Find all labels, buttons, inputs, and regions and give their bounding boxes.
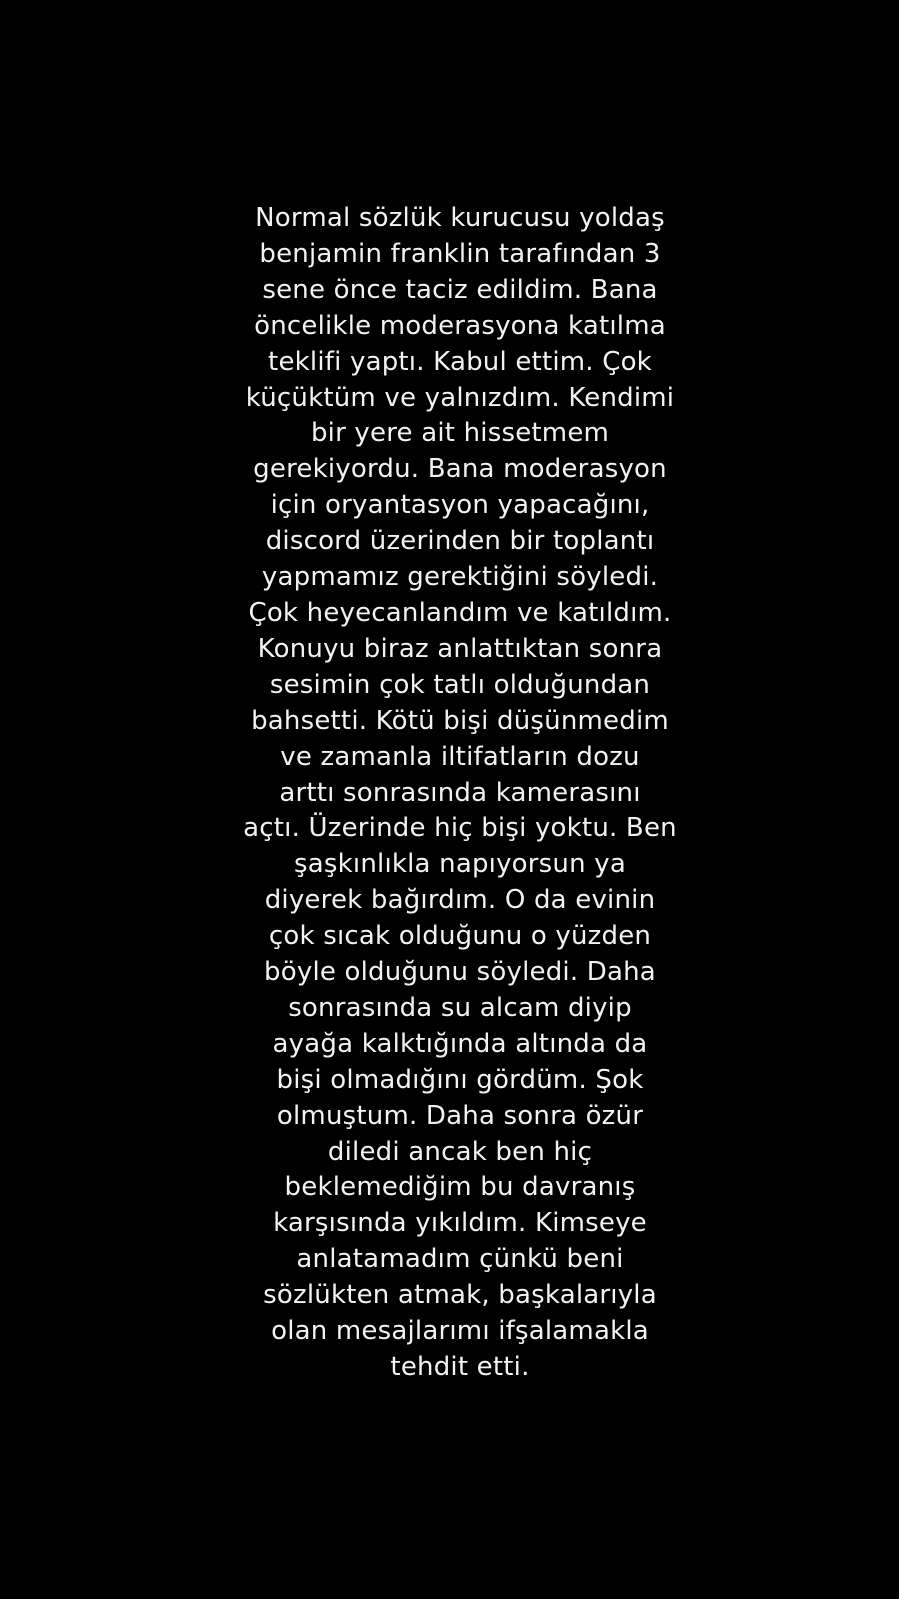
text-line: tehdit etti. [390,1352,530,1382]
text-line: karşısında yıkıldım. Kimseye [273,1208,647,1239]
text-line: küçüktüm ve yalnızdım. Kendimi [245,382,675,413]
text-line: bahsetti. Kötü bişi düşünmedim [251,705,669,736]
text-line: Çok heyecanlandım ve katıldım. [248,597,672,628]
text-line: teklifi yaptı. Kabul ettim. Çok [268,346,652,377]
text-line: diyerek bağırdım. O da evinin [264,885,656,916]
text-line: yapmamız gerektiğini söyledi. [261,562,659,593]
text-line: çok sıcak olduğunu o yüzden [268,921,652,952]
text-line: anlatamadım çünkü beni [296,1244,624,1275]
text-line: arttı sonrasında kamerasını [279,777,641,808]
text-line: öncelikle moderasyona katılma [254,310,666,341]
text-line: sonrasında su alcam diyip [288,992,632,1023]
statement-text [200,201,720,1386]
text-line: olmuştum. Daha sonra özür [276,1100,644,1131]
text-line: discord üzerinden bir toplantı [265,526,655,557]
text-line: benjamin franklin tarafından 3 [259,238,661,269]
text-line: şaşkınlıkla napıyorsun ya [294,849,626,880]
text-line: için oryantasyon yapacağını, [270,490,650,521]
text-line: beklemediğim bu davranış [284,1172,636,1203]
text-line: sözlükten atmak, başkalarıyla [263,1280,657,1311]
text-line: ve zamanla iltifatların dozu [280,741,640,772]
text-line: Konuyu biraz anlattıktan sonra [257,633,663,664]
text-line: ayağa kalktığında altında da [272,1028,648,1059]
text-line: bişi olmadığını gördüm. Şok [276,1064,644,1095]
text-line: sene önce taciz edildim. Bana [262,274,658,305]
text-line: diledi ancak ben hiç [327,1136,593,1167]
text-line: olan mesajlarımı ifşalamakla [271,1316,649,1347]
text-line: gerekiyordu. Bana moderasyon [253,454,667,485]
text-line: sesimin çok tatlı olduğundan [269,669,651,700]
text-line: böyle olduğunu söyledi. Daha [264,957,656,988]
text-line: açtı. Üzerinde hiç bişi yoktu. Ben [243,813,677,844]
text-line: Normal sözlük kurucusu yoldaş [255,203,665,233]
text-line: bir yere ait hissetmem [310,418,610,449]
